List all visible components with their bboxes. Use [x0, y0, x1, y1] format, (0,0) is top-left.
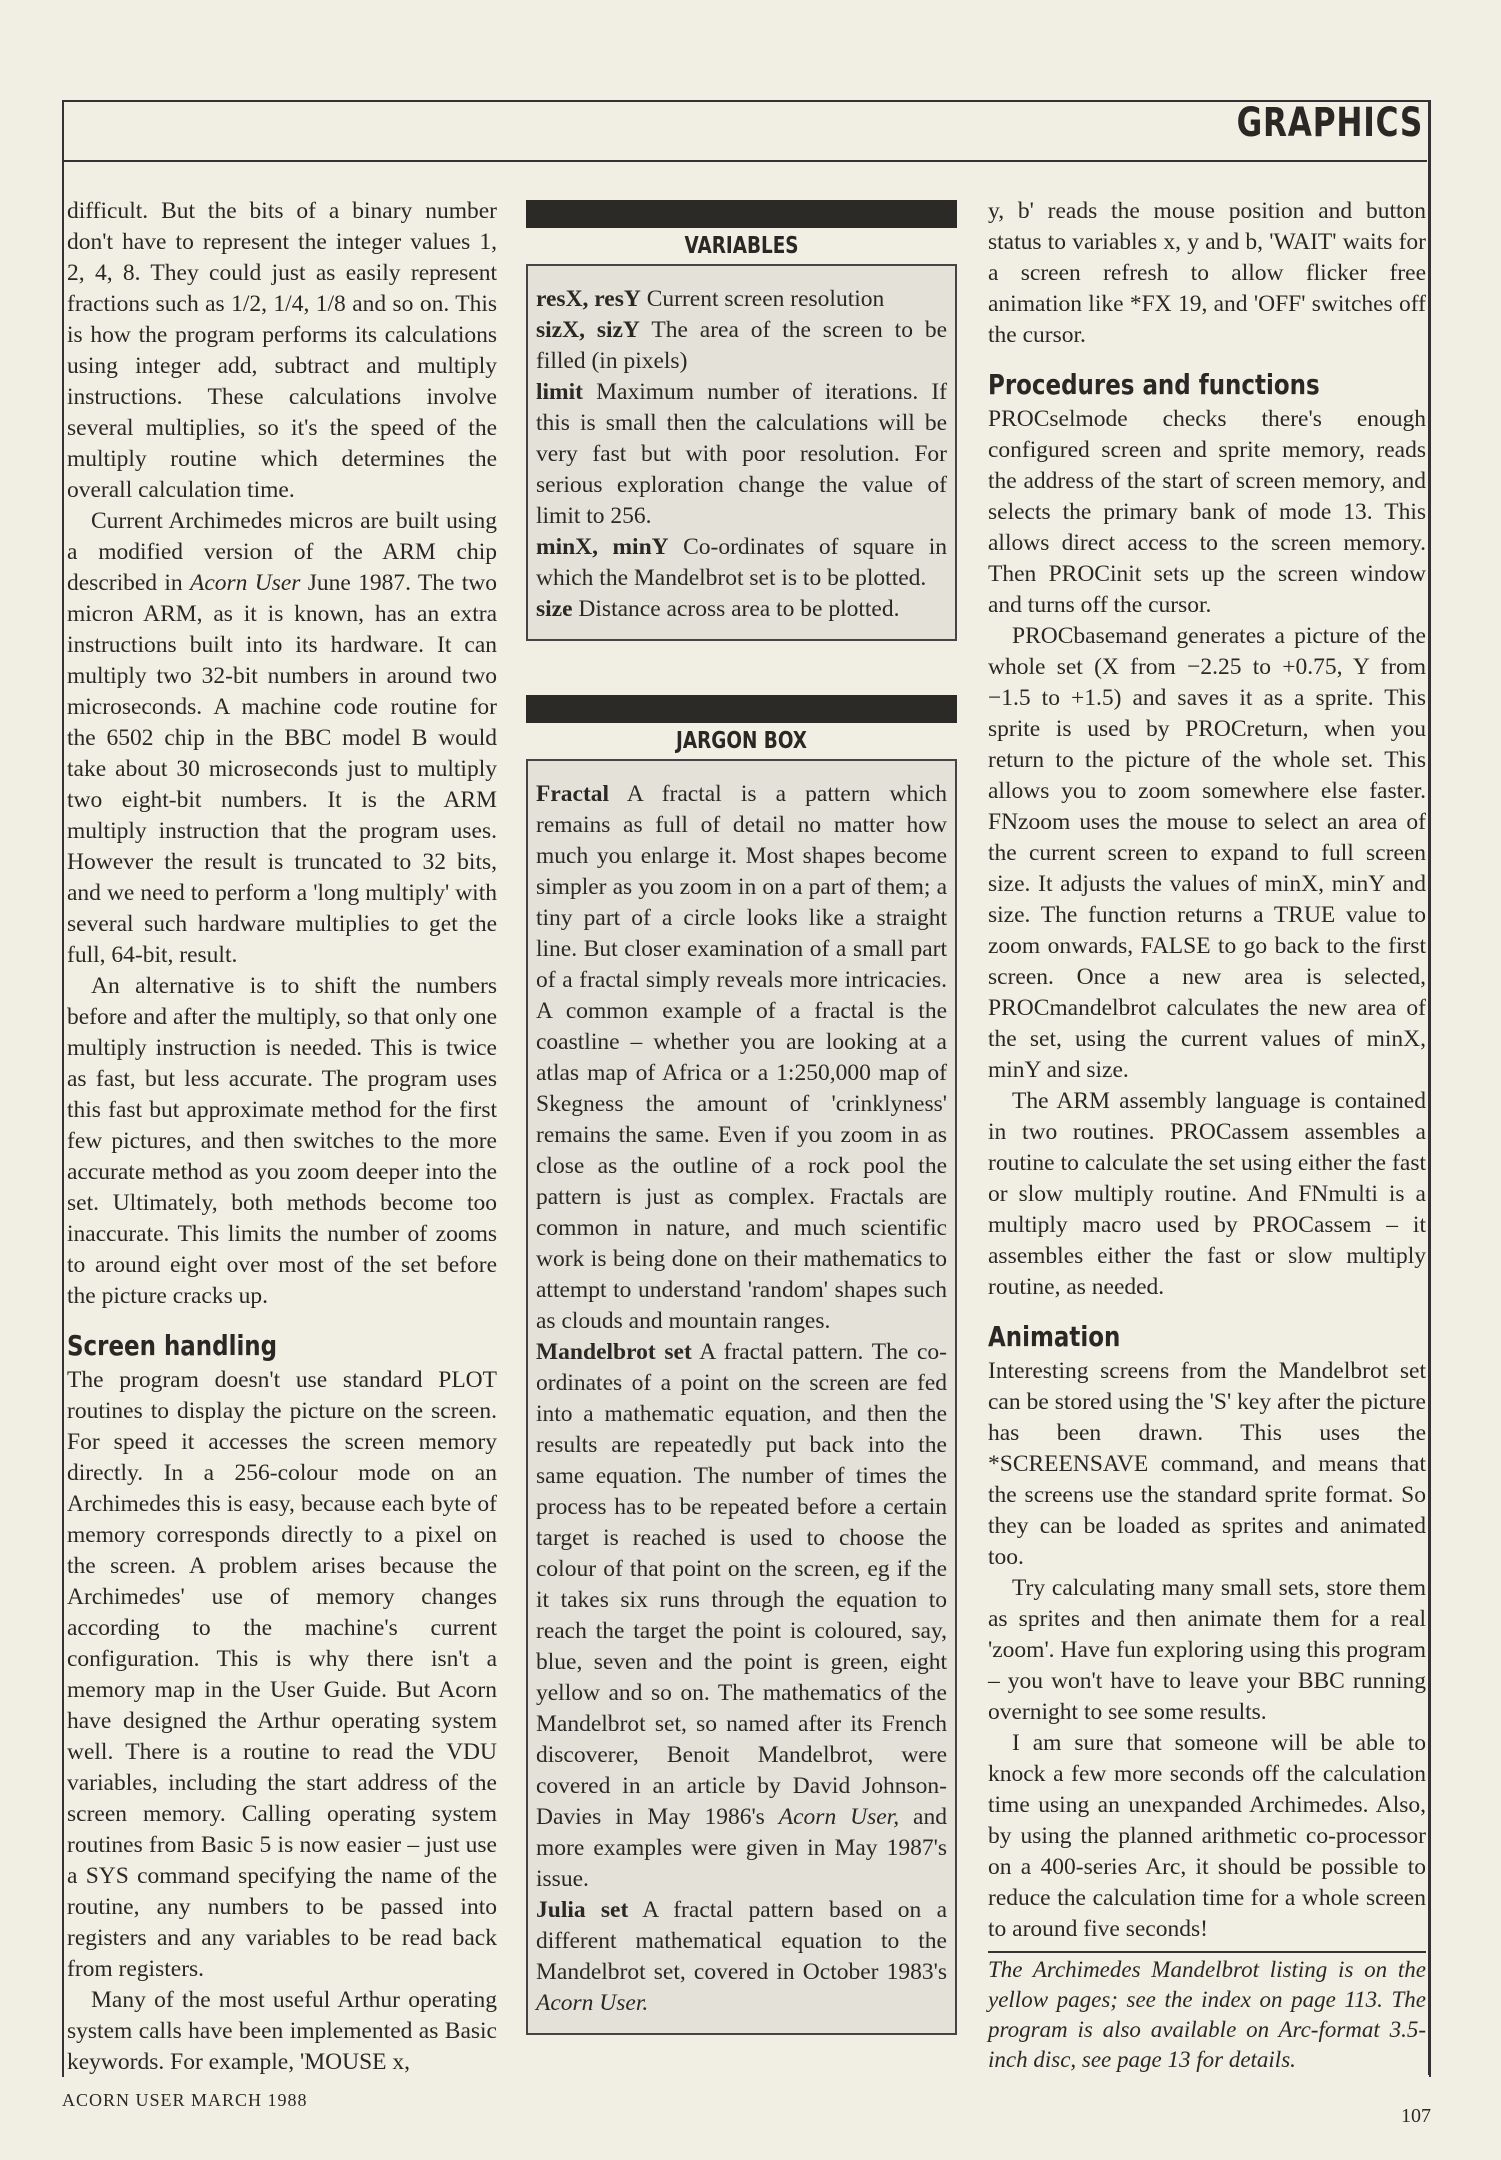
- col3-para-6: Try calculating many small sets, store them as sprites and then animate them for a real 'zoom'. Have fun exploring using this program – you won't have to leave your BBC running overnight to see some results.: [988, 1575, 1426, 1725]
- col1-para-1: difficult. But the bits of a binary number don't have to represent the integer values 1, 2, 4, 8. They could just as easily represent fractions such as 1/2, 1/4, 1/8 and so on. This is how the program performs its calculations using integer add, subtract and multiply instructions. These calculations involve several multiplies, so it's the speed of the multiply routine which determines the overall calculation time.: [67, 198, 497, 503]
- col1-para-5: Many of the most useful Arthur operating system calls have been implemented as Basic keywords. For example, 'MOUSE x,: [67, 1987, 497, 2075]
- variable-entry: minX, minY Co-ordinates of square in which the Mandelbrot set is to be plotted.: [536, 534, 948, 591]
- col1-para-3: An alternative is to shift the numbers before and after the multiply, so that only one multiply instruction is needed. This is twice as fast, but less accurate. The program uses this fast but approximate method for the first few pictures, and then switches to the more accurate method as you zoom deeper into the set. Ultimately, both methods become too inaccurate. This limits the number of zooms to around eight over most of the set before the picture cracks up.: [67, 973, 497, 1309]
- col3-para-2: PROCselmode checks there's enough configured screen and sprite memory, reads the address of the start of screen memory, and selects the primary bank of mode 13. This allows direct access to the screen memory. Then PROCinit sets up the screen window and turns off the cursor.: [988, 406, 1426, 618]
- variables-box: [526, 200, 957, 641]
- variable-entry: size Distance across area to be plotted.: [536, 596, 900, 622]
- variables-title: VARIABLES: [684, 233, 799, 259]
- col3-para-3: PROCbasemand generates a picture of the whole set (X from −2.25 to +0.75, Y from −1.5 to +1.5) and saves it as a sprite. This sprite is used by PROCreturn, when you return to the picture of the whole set. This allows you to zoom somewhere else faster. FNzoom uses the mouse to select an area of the current screen to expand to full screen size. It adjusts the values of minX, minY and size. The function returns a TRUE value to zoom onwards, FALSE to go back to the first screen. Once a new area is selected, PROCmandelbrot calculates the new area of the set, using the current values of minX, minY and size.: [988, 623, 1426, 1083]
- variable-entry: limit Maximum number of iterations. If this is small then the calculations will be very fast but with poor resolution. For serious exploration change the value of limit to 256.: [536, 379, 947, 529]
- page-number: 107: [1401, 2105, 1431, 2127]
- col1-para-2: Current Archimedes micros are built using a modified version of the ARM chip described in Acorn User June 1987. The two micron ARM, as it is known, has an extra instructions built into its hardware. It can multiply two 32-bit numbers in around two microseconds. A machine code routine for the 6502 chip in the BBC model B would take about 30 microseconds just to multiply two eight-bit numbers. It is the ARM multiply instruction that the program uses. However the result is truncated to 32 bits, and we need to perform a 'long multiply' with several such hardware multiplies to get the full, 64-bit, result.: [67, 508, 498, 968]
- heading-procedures: Procedures and functions: [988, 368, 1320, 401]
- col3-para-4: The ARM assembly language is contained in two routines. PROCassem assembles a routine to calculate the set using either the fast or slow multiply routine. And FNmulti is a multiply macro used by PROCassem – it assembles either the fast or slow multiply routine, as needed.: [988, 1088, 1426, 1300]
- column-1: [67, 196, 497, 2078]
- variable-entry: resX, resY Current screen resolution: [536, 286, 885, 312]
- footer-publication: ACORN USER MARCH 1988: [62, 2090, 308, 2110]
- col1-para-4: The program doesn't use standard PLOT routines to display the picture on the screen. For speed it accesses the screen memory directly. In a 256-colour mode on an Archimedes this is easy, because each byte of memory corresponds directly to a pixel on the screen. A problem arises because the Archimedes' use of memory changes according to the machine's current configuration. This is why there isn't a memory map in the User Guide. But Acorn have designed the Arthur operating system well. There is a routine to read the VDU variables, including the start address of the screen memory. Calling operating system routines from Basic 5 is now easier – just use a SYS command specifying the name of the routine, any numbers to be passed into registers and any variables to be read back from registers.: [67, 1367, 497, 1982]
- col3-para-5: Interesting screens from the Mandelbrot set can be stored using the 'S' key after the picture has been drawn. This uses the *SCREENSAVE command, and means that the screens use the standard sprite format. So they can be loaded as sprites and animated too.: [988, 1358, 1426, 1570]
- col3-para-7: I am sure that someone will be able to knock a few more seconds off the calculation time using an unexpanded Archimedes. Also, by using the planned arithmetic co-processor on a 400-series Arc, it should be possible to reduce the calculation time for a whole screen to around five seconds!: [988, 1730, 1426, 1942]
- listing-caption: The Archimedes Mandelbrot listing is on the yellow pages; see the index on page 113. The program is also available on Arc-format 3.5-inch disc, see page 13 for details.: [988, 1951, 1426, 2075]
- heading-animation: Animation: [988, 1320, 1121, 1353]
- jargon-fractal: Fractal A fractal is a pattern which remains as full of detail no matter how much you enlarge it. Most shapes become simpler as you zoom in on a part of them; a tiny part of a circle looks like a straight line. But closer examination of a small part of a fractal simply reveals more intricacies. A common example of a fractal is the coastline – whether you are looking at a atlas map of Africa or a 1:250,000 map of Skegness the amount of 'crinklyness' remains the same. Even if you zoom in as close as the outline of a rock pool the pattern is just as complex. Fractals are common in nature, and much scientific work is being done on their mathematics to attempt to understand 'random' shapes such as clouds and mountain ranges.: [536, 781, 947, 1334]
- jargon-title: JARGON BOX: [675, 728, 807, 754]
- variables-bar: [526, 200, 957, 228]
- variable-entry: sizX, sizY The area of the screen to be filled (in pixels): [536, 317, 948, 374]
- header-rule: [62, 160, 1427, 162]
- col3-para-1: y, b' reads the mouse position and button status to variables x, y and b, 'WAIT' waits for a screen refresh to allow flicker free animation like *FX 19, and 'OFF' switches off the cursor.: [988, 198, 1426, 348]
- jargon-bar: [526, 695, 957, 723]
- jargon-mandelbrot: Mandelbrot set A fractal pattern. The co-ordinates of a point on the screen are fed into a mathematic equation, and then the results are repeatedly put back into the same equation. The number of times the process has to be repeated before a certain target is reached is used to choose the colour of that point on the screen, eg if the it takes six runs through the equation to reach the target the point is coloured, say, blue, seven and the point is green, eight yellow and so on. The mathematics of the Mandelbrot set, so named after its French discoverer, Benoit Mandelbrot, were covered in an article by David Johnson-Davies in May 1986's Acorn User, and more examples were given in May 1987's issue.: [536, 1339, 947, 1892]
- heading-screen-handling: Screen handling: [67, 1329, 278, 1362]
- jargon-julia: Julia set A fractal pattern based on a different mathematical equation to the Mandelbrot set, covered in October 1983's Acorn User.: [536, 1897, 948, 2016]
- right-rule: [1428, 100, 1430, 2075]
- column-3: [988, 196, 1426, 2075]
- section-title: GRAPHICS: [1236, 100, 1423, 146]
- jargon-box: [526, 695, 957, 2035]
- variables-list: [526, 264, 957, 641]
- jargon-list: [526, 759, 957, 2035]
